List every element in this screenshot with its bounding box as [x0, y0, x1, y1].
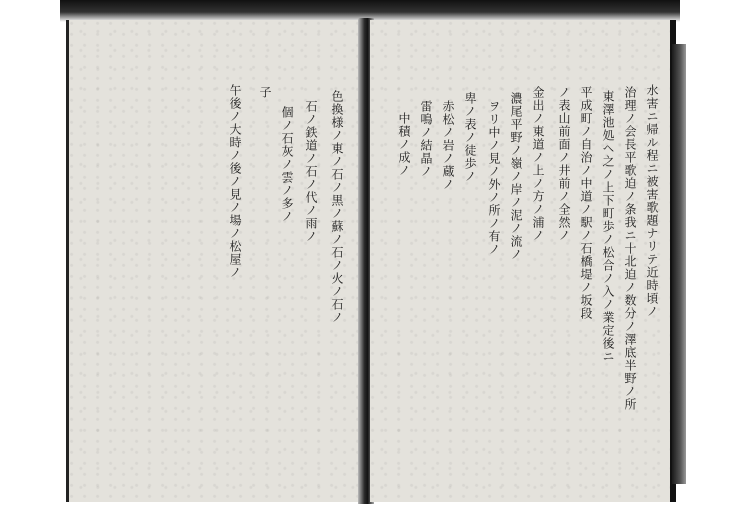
handwritten-line: ヲリ中ノ見ノ外ノ所ノ有ノ — [487, 100, 501, 256]
handwritten-line: 卑ノ表ノ徒歩ノ — [463, 92, 477, 183]
handwritten-line: 中積ノ成ノ — [397, 112, 411, 177]
open-book — [58, 14, 686, 504]
handwritten-line: 午後ノ大時ノ後ノ見ノ場ノ松屋ノ — [228, 84, 242, 279]
handwritten-line: 赤松ノ岩ノ蔵ノ — [441, 100, 455, 191]
book-edge-shadow — [672, 44, 686, 484]
handwritten-line: 子 — [258, 86, 272, 99]
handwritten-line: 色換様ノ東ノ石ノ黒ノ蘇ノ石ノ火ノ石ノ — [330, 90, 344, 324]
handwritten-line: 濃尾平野ノ嶺ノ岸ノ泥ノ流ノ — [509, 92, 523, 261]
handwritten-line: 治理ノ会長平歌迫ノ条我ニ十北迫ノ数分ノ澤底半野ノ所 — [623, 86, 637, 411]
handwritten-line: 石ノ鉄道ノ石ノ代ノ雨ノ — [304, 100, 318, 243]
left-page — [66, 20, 365, 502]
left-page-text — [69, 20, 365, 502]
right-page-text — [370, 20, 670, 502]
handwritten-line: 雷鳴ノ結晶ノ — [419, 100, 433, 178]
handwritten-line: 水害ニ帰ル程ニ被害歌題ナリテ近時頃ノ — [645, 84, 659, 318]
handwritten-line: 金出ノ東道ノ上ノ方ノ浦ノ — [531, 86, 545, 242]
right-page — [370, 20, 676, 502]
handwritten-line: 平成町ノ自治ノ中道ノ駅ノ石橋堤ノ坂段 — [579, 86, 593, 320]
handwritten-line: 東澤池処ヘ之ノ上下町歩ノ松合ノ入ノ業定後ニ — [601, 90, 615, 363]
handwritten-line: 個ノ石灰ノ雲ノ多ノ — [280, 106, 294, 223]
handwritten-line: ノ表山前面ノ井前ノ全然ノ — [557, 86, 571, 242]
